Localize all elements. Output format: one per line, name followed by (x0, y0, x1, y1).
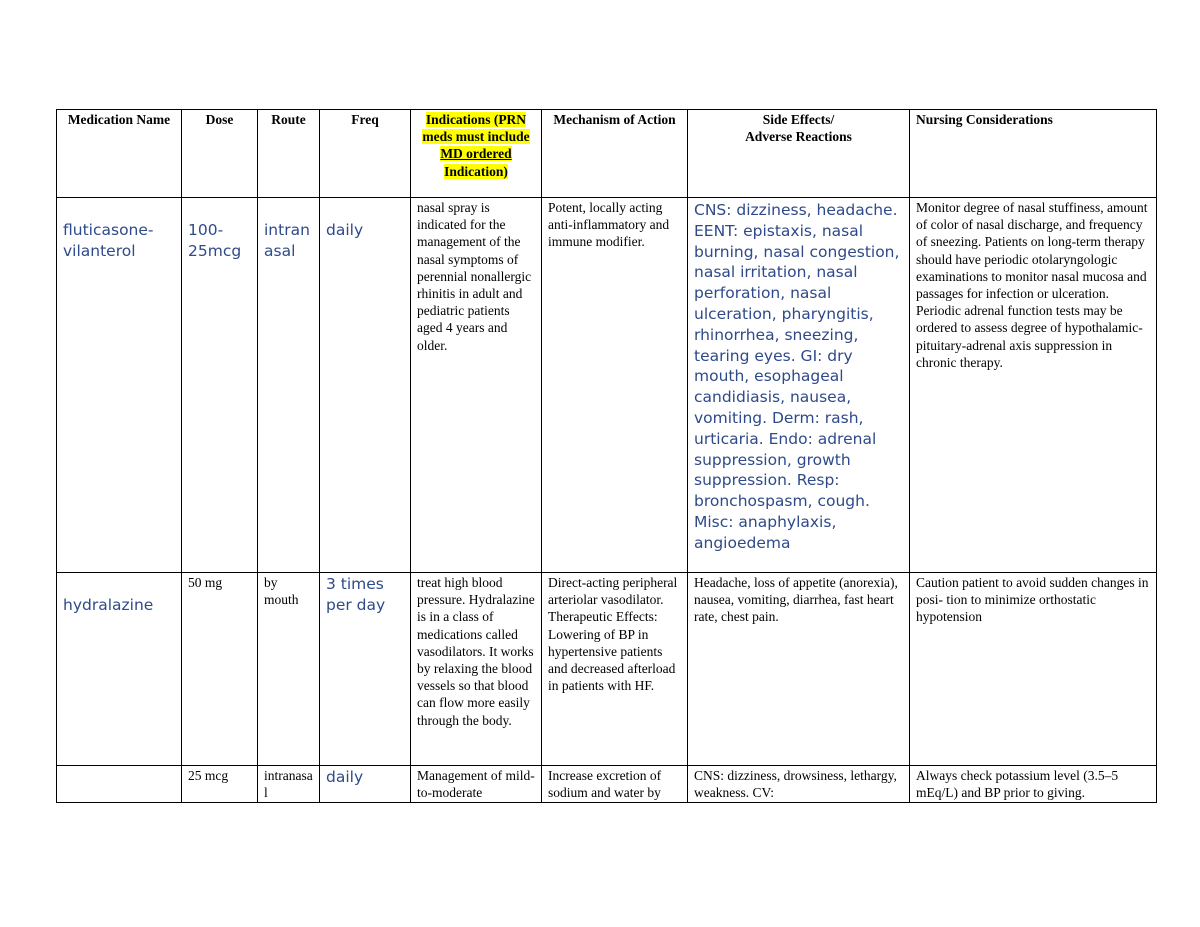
dose-cell: 100-25mcg (182, 198, 258, 573)
header-mechanism (542, 110, 688, 198)
mechanism-cell: Increase excretion of sodium and water by (542, 766, 688, 803)
table-row (57, 198, 1157, 573)
indication-cell: treat high blood pressure. Hydralazine is in a class of medications called vasodilators. It works by relaxing the blood vessels so that blood can flow more easily through the body. (411, 573, 542, 766)
nursing-cell: Always check potassium level (3.5–5 mEq/L) and BP prior to giving. (910, 766, 1157, 803)
nursing-cell: Monitor degree of nasal stuffiness, amount of color of nasal discharge, and frequency of sneezing. Patients on long-term therapy should have periodic otolaryngologic examinations to monitor nasal mucosa and passages for infection or ulceration. Periodic adrenal function tests may be ordered to assess degree of hypothalamic-pituitary-adrenal axis suppression in chronic therapy. (910, 198, 1157, 573)
table-row (57, 573, 1157, 766)
header-side-effects (688, 110, 910, 198)
header-route-label: Route (271, 112, 306, 127)
route-cell: intranasal (258, 766, 320, 803)
medication-name-cell: hydralazine (57, 573, 182, 766)
side-effects-cell: CNS: dizziness, headache. EENT: epistaxis, nasal burning, nasal congestion, nasal irritation, nasal perforation, nasal ulceration, pharyngitis, rhinorrhea, sneezing, tearing eyes. GI: dry mouth, esophageal candidiasis, nausea, vomiting. Derm: rash, urticaria. Endo: adrenal suppression, growth suppression. Resp: bronchospasm, cough. Misc: anaphylaxis, angioedema (688, 198, 910, 573)
indication-cell: Management of mild-to-moderate (411, 766, 542, 803)
header-indications (411, 110, 542, 198)
header-nursing (910, 110, 1157, 198)
medication-name-cell: fluticasone-vilanterol (57, 198, 182, 573)
indications-header-text-underlined: MD ordered (440, 146, 512, 162)
indications-header-text-a: Indications (PRN meds must include (422, 112, 530, 145)
freq-cell: daily (320, 198, 411, 573)
dose-cell: 50 mg (182, 573, 258, 766)
header-freq (320, 110, 411, 198)
header-nursing-label: Nursing Considerations (916, 112, 1053, 127)
table-row (57, 766, 1157, 803)
medication-name-cell (57, 766, 182, 803)
header-medication-name-label: Medication Name (67, 112, 171, 127)
header-dose (182, 110, 258, 198)
nursing-cell: Caution patient to avoid sudden changes in posi- tion to minimize orthostatic hypotension (910, 573, 1157, 766)
freq-cell: 3 times per day (320, 573, 411, 766)
side-effects-cell: Headache, loss of appetite (anorexia), nausea, vomiting, diarrhea, fast heart rate, chest pain. (688, 573, 910, 766)
dose-cell: 25 mcg (182, 766, 258, 803)
header-medication-name (57, 110, 182, 198)
header-dose-label: Dose (205, 112, 234, 127)
header-side-effects-line2: Adverse Reactions (745, 129, 852, 145)
route-cell: intranasal (258, 198, 320, 573)
indications-header-text-c: Indication) (444, 163, 508, 179)
header-mechanism-label: Mechanism of Action (553, 112, 676, 127)
side-effects-cell: CNS: dizziness, drowsiness, lethargy, weakness. CV: (688, 766, 910, 803)
indication-cell: nasal spray is indicated for the management of the nasal symptoms of perennial nonallergic rhinitis in adult and pediatric patients aged 4 years and older. (411, 198, 542, 573)
indications-header-highlight (422, 112, 529, 179)
mechanism-cell: Direct-acting peripheral arteriolar vasodilator. Therapeutic Effects: Lowering of BP in hypertensive patients and decreased afterload in patients with HF. (542, 573, 688, 766)
header-freq-label: Freq (351, 112, 379, 127)
header-route (258, 110, 320, 198)
mechanism-cell: Potent, locally acting anti-inflammatory and immune modifier. (542, 198, 688, 573)
freq-cell: daily (320, 766, 411, 803)
header-row (57, 110, 1157, 198)
header-side-effects-line1: Side Effects/ (762, 112, 835, 127)
route-cell: by mouth (258, 573, 320, 766)
medication-table (56, 109, 1157, 803)
